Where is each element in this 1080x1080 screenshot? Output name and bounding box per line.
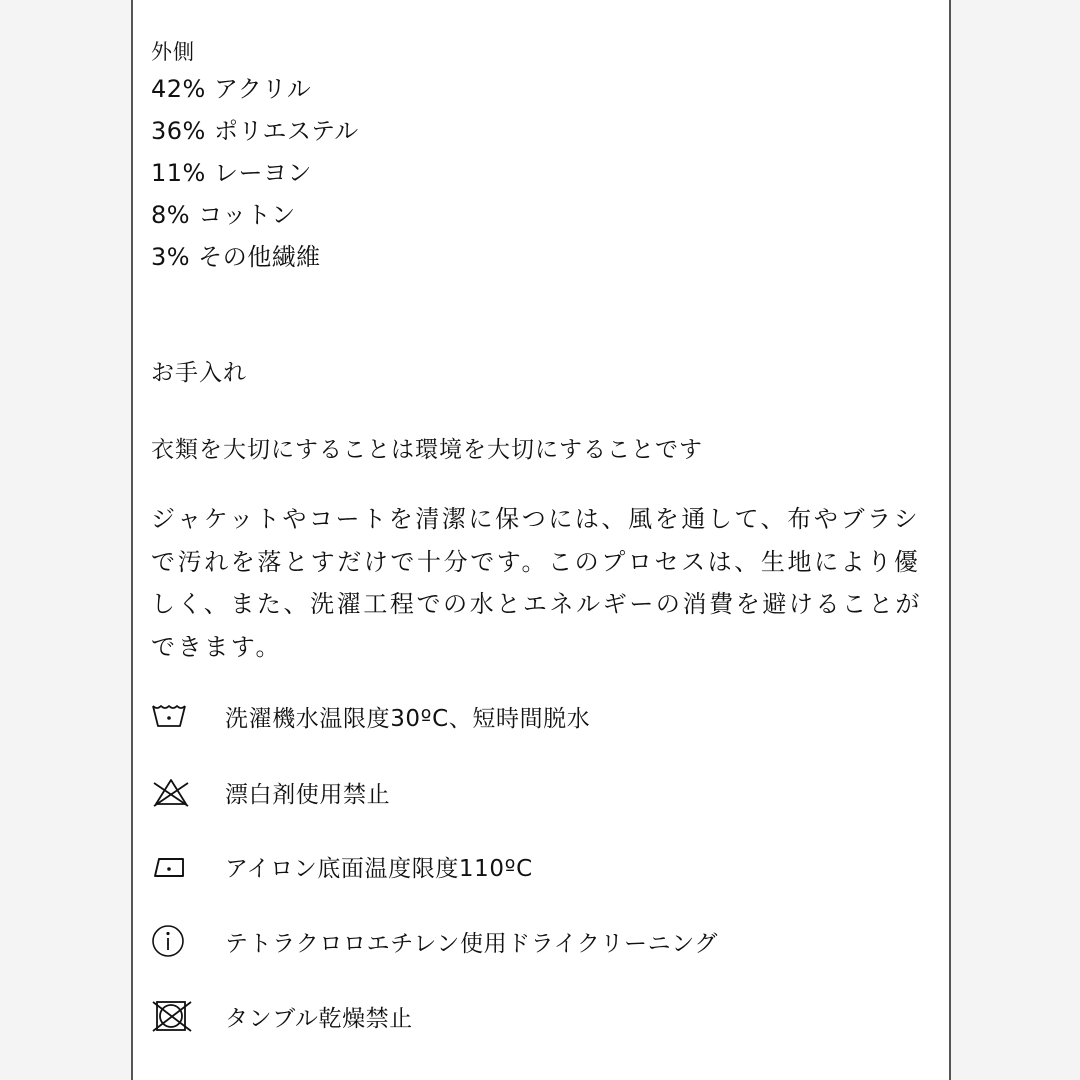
care-description-line: で汚れを落とすだけで十分です。このプロセスは、生地により優 (151, 547, 921, 576)
composition-item: 3% その他繊維 (151, 243, 321, 271)
composition-item: 42% アクリル (151, 75, 312, 103)
care-instruction-text: アイロン底面温度限度110ºC (225, 855, 533, 882)
composition-heading: 外側 (151, 40, 195, 64)
care-instruction-text: 洗濯機水温限度30ºC、短時間脱水 (225, 705, 591, 732)
care-instruction-wash (151, 696, 590, 736)
care-instruction-text: タンブル乾燥禁止 (225, 1005, 413, 1032)
care-instruction-bleach (151, 772, 390, 812)
composition-item: 8% コットン (151, 201, 296, 229)
care-tagline: 衣類を大切にすることは環境を大切にすることです (151, 437, 703, 463)
product-details-panel (131, 0, 951, 1080)
care-description-line: できます。 (151, 632, 283, 661)
care-instruction-iron (151, 846, 533, 886)
no-bleach-icon (151, 772, 203, 812)
composition-item: 11% レーヨン (151, 159, 312, 187)
care-instruction-text: テトラクロロエチレン使用ドライクリーニング (225, 930, 718, 957)
care-description-line: しく、また、洗濯工程での水とエネルギーの消費を避けることが (151, 590, 922, 618)
care-instruction-tumble (151, 996, 413, 1036)
composition-list (151, 68, 359, 278)
composition-item: 36% ポリエステル (151, 117, 359, 145)
washtub-30-gentle-icon (151, 696, 203, 736)
dry-clean-p-icon (151, 921, 203, 961)
iron-low-temp-icon (151, 846, 203, 886)
care-instruction-text: 漂白剤使用禁止 (225, 781, 391, 808)
care-description-line: ジャケットやコートを清潔に保つには、風を通して、布やブラシ (151, 505, 921, 533)
no-tumble-dry-icon (151, 996, 203, 1036)
care-description (151, 498, 941, 668)
care-instruction-dryclean (151, 921, 718, 961)
care-heading: お手入れ (151, 360, 247, 386)
